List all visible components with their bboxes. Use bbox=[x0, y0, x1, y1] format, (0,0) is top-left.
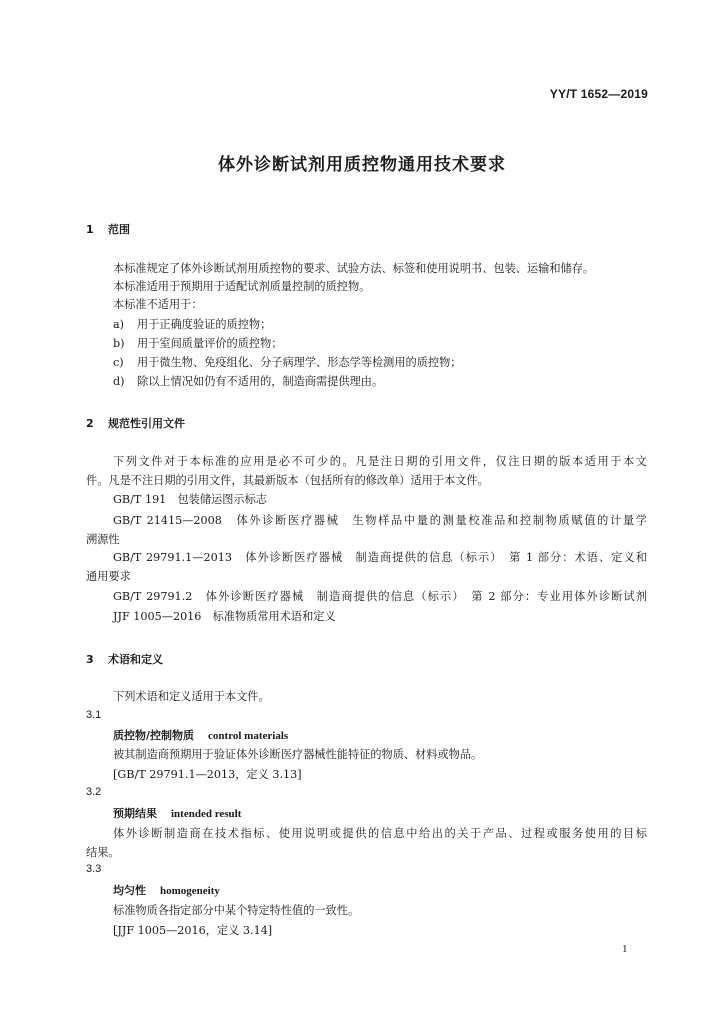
term-definition: 标准物质各指定部分中某个特定特性值的一致性。 bbox=[113, 904, 360, 917]
term-name-zh: 质控物/控制物质 bbox=[113, 729, 195, 742]
list-item-text: 除以上情况如仍有不适用的，制造商需提供理由。 bbox=[137, 375, 384, 388]
term-source: [GB/T 29791.1—2013，定义 3.13] bbox=[113, 768, 302, 781]
reference-item: 溯源性 bbox=[86, 533, 120, 546]
term-name-zh: 均匀性 bbox=[113, 884, 146, 897]
reference-item: GB/T 29791.2 体外诊断医疗器械 制造商提供的信息（标示） 第 2 部分：专业用体外诊断试剂 bbox=[113, 590, 647, 603]
paragraph: 下列术语和定义适用于本文件。 bbox=[113, 690, 270, 703]
term-definition: 被其制造商预期用于验证体外诊断医疗器械性能特征的物质、材料或物品。 bbox=[113, 748, 483, 761]
list-item-label: c) bbox=[113, 356, 124, 369]
list-item bbox=[113, 354, 461, 370]
list-item-label: b) bbox=[113, 337, 125, 350]
reference-item: GB/T 191 包装储运图示标志 bbox=[113, 493, 267, 506]
section-number: 1 bbox=[86, 223, 94, 236]
term-name bbox=[113, 805, 241, 821]
term-number: 3.1 bbox=[86, 709, 102, 721]
reference-item: GB/T 21415—2008 体外诊断医疗器械 生物样品中量的测量校准品和控制物质赋值的计量学 bbox=[113, 514, 647, 527]
section-heading-terms bbox=[86, 651, 163, 667]
reference-item: 通用要求 bbox=[86, 570, 131, 583]
list-item-label: d) bbox=[113, 375, 125, 388]
section-number: 2 bbox=[86, 417, 94, 430]
list-item-text: 用于微生物、免疫组化、分子病理学、形态学等检测用的质控物； bbox=[137, 356, 462, 369]
paragraph: 下列文件对于本标准的应用是必不可少的。凡是注日期的引用文件，仅注日期的版本适用于本文 bbox=[113, 455, 647, 468]
term-number: 3.3 bbox=[86, 863, 102, 875]
section-heading-normative bbox=[86, 415, 185, 431]
section-title: 术语和定义 bbox=[108, 653, 163, 666]
paragraph: 件。凡是不注日期的引用文件，其最新版本（包括所有的修改单）适用于本文件。 bbox=[86, 474, 489, 487]
paragraph: 本标准规定了体外诊断试剂用质控物的要求、试验方法、标签和使用说明书、包装、运输和储存。 bbox=[113, 262, 595, 275]
term-definition: 体外诊断制造商在技术指标、使用说明或提供的信息中给出的关于产品、过程或服务使用的目标 bbox=[113, 827, 647, 840]
list-item bbox=[113, 335, 282, 351]
list-item-text: 用于正确度验证的质控物； bbox=[137, 318, 272, 331]
term-name-zh: 预期结果 bbox=[113, 807, 157, 820]
term-definition: 结果。 bbox=[86, 846, 120, 859]
list-item-text: 用于室间质量评价的质控物； bbox=[137, 337, 283, 350]
section-heading-scope bbox=[86, 221, 130, 237]
section-title: 范围 bbox=[108, 223, 130, 236]
term-name bbox=[113, 882, 220, 898]
term-name bbox=[113, 727, 288, 743]
paragraph: 本标准不适用于： bbox=[113, 298, 203, 311]
section-number: 3 bbox=[86, 653, 94, 666]
page-number: 1 bbox=[622, 943, 628, 955]
document-title: 体外诊断试剂用质控物通用技术要求 bbox=[218, 155, 506, 175]
term-number: 3.2 bbox=[86, 786, 102, 798]
term-source: [JJF 1005—2016，定义 3.14] bbox=[113, 924, 273, 937]
list-item-label: a) bbox=[113, 318, 125, 331]
list-item bbox=[113, 373, 383, 389]
term-name-en: homogeneity bbox=[160, 885, 220, 897]
list-item bbox=[113, 316, 271, 332]
section-title: 规范性引用文件 bbox=[108, 417, 185, 430]
reference-item: JJF 1005—2016 标准物质常用术语和定义 bbox=[113, 610, 336, 623]
paragraph: 本标准适用于预期用于适配试剂质量控制的质控物。 bbox=[113, 280, 371, 293]
standard-number: YY/T 1652—2019 bbox=[549, 87, 648, 101]
term-name-en: intended result bbox=[171, 808, 242, 820]
reference-item: GB/T 29791.1—2013 体外诊断医疗器械 制造商提供的信息（标示） 第 1 部分：术语、定义和 bbox=[113, 551, 647, 564]
term-name-en: control materials bbox=[208, 730, 289, 742]
